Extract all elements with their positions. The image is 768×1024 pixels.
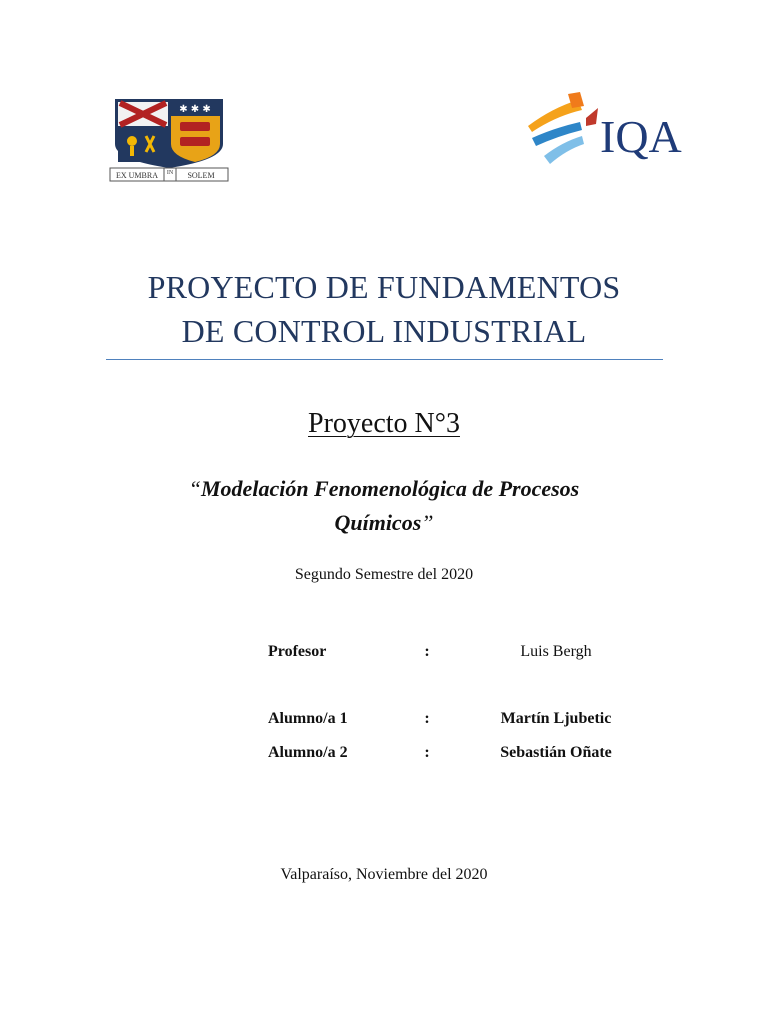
student1-separator: : [424, 710, 430, 727]
professor-separator: : [424, 643, 430, 660]
page-title-line1: PROYECTO DE FUNDAMENTOS [147, 269, 621, 305]
university-crest-icon [108, 96, 230, 186]
title-divider [106, 359, 663, 360]
motto-right: SOLEM [187, 171, 215, 180]
subtitle-text1: Modelación Fenomenológica de Procesos [201, 476, 580, 501]
svg-text:✱ ✱ ✱: ✱ ✱ ✱ [179, 104, 211, 115]
student2-label: Alumno/a 2 [268, 744, 348, 761]
student1-name: Martín Ljubetic [500, 710, 612, 727]
place-date: Valparaíso, Noviembre del 2020 [280, 866, 488, 883]
semester-text: Segundo Semestre del 2020 [294, 566, 474, 583]
project-number-text: Proyecto N°3 [308, 408, 460, 439]
iqa-logo-icon [524, 90, 696, 170]
subtitle-line1 [0, 474, 768, 504]
professor-name: Luis Bergh [520, 643, 592, 660]
student2-name: Sebastián Oñate [500, 744, 612, 761]
professor-label: Profesor [268, 643, 327, 660]
page-title-line2: DE CONTROL INDUSTRIAL [181, 313, 587, 349]
subtitle-line2 [0, 508, 768, 538]
motto-mid: IN [166, 170, 174, 176]
open-quote: “ [188, 476, 201, 501]
motto-left: EX UMBRA [115, 171, 159, 180]
student1-label: Alumno/a 1 [268, 710, 348, 727]
subtitle-text2: Químicos [334, 510, 422, 535]
iqa-logo-text: IQA [600, 111, 682, 162]
close-quote: ” [421, 510, 434, 535]
student2-separator: : [424, 744, 430, 761]
project-number [0, 406, 768, 442]
